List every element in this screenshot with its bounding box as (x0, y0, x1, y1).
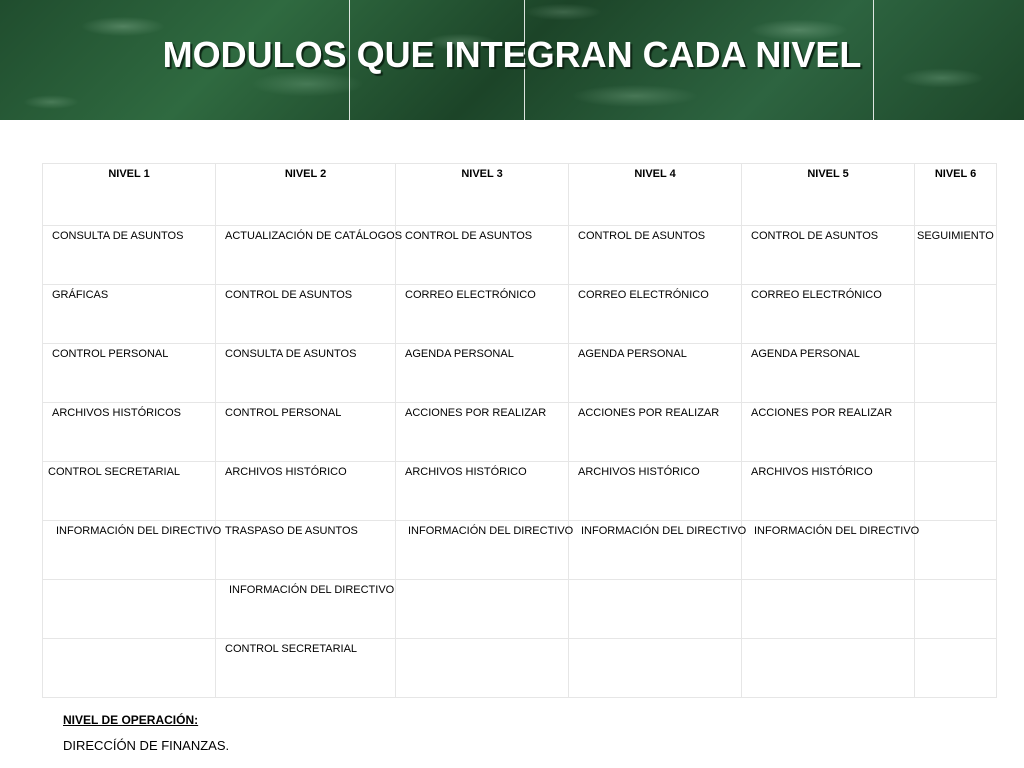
table-row (43, 226, 997, 285)
table-cell: CONTROL SECRETARIAL (216, 639, 396, 698)
table-cell (43, 639, 216, 698)
table-cell: ACCIONES POR REALIZAR (742, 403, 915, 462)
table-cell: INFORMACIÓN DEL DIRECTIVO (742, 521, 915, 580)
table-row (43, 521, 997, 580)
table-cell (569, 639, 742, 698)
header-nivel-2: NIVEL 2 (216, 164, 396, 226)
table-row (43, 580, 997, 639)
header-nivel-1: NIVEL 1 (43, 164, 216, 226)
table-cell (915, 521, 997, 580)
table-cell: ACTUALIZACIÓN DE CATÁLOGOS (216, 226, 396, 285)
table-cell (915, 285, 997, 344)
table-cell: CONTROL DE ASUNTOS (396, 226, 569, 285)
table-cell: CONTROL DE ASUNTOS (569, 226, 742, 285)
header-nivel-5: NIVEL 5 (742, 164, 915, 226)
table-cell: CONTROL DE ASUNTOS (216, 285, 396, 344)
table-cell: TRASPASO DE ASUNTOS (216, 521, 396, 580)
operation-level-value: DIRECCÍÓN DE FINANZAS. (63, 738, 230, 753)
table-cell: INFORMACIÓN DEL DIRECTIVO (216, 580, 396, 639)
levels-table (42, 163, 997, 698)
table-cell: ARCHIVOS HISTÓRICO (569, 462, 742, 521)
table-cell: CONSULTA DE ASUNTOS (216, 344, 396, 403)
table-row (43, 639, 997, 698)
table-cell: INFORMACIÓN DEL DIRECTIVO (396, 521, 569, 580)
table-cell (396, 639, 569, 698)
table-cell (915, 344, 997, 403)
table-cell: CONTROL PERSONAL (216, 403, 396, 462)
table-cell: ACCIONES POR REALIZAR (396, 403, 569, 462)
table-cell: CONTROL DE ASUNTOS (742, 226, 915, 285)
table-row (43, 344, 997, 403)
table-cell: ACCIONES POR REALIZAR (569, 403, 742, 462)
table-cell (915, 580, 997, 639)
table-cell: CORREO ELECTRÓNICO (569, 285, 742, 344)
page-title: MODULOS QUE INTEGRAN CADA NIVEL (162, 34, 862, 75)
table-row (43, 403, 997, 462)
table-row (43, 462, 997, 521)
table-cell: AGENDA PERSONAL (742, 344, 915, 403)
table-cell: ARCHIVOS HISTÓRICOS (43, 403, 216, 462)
table-cell: AGENDA PERSONAL (396, 344, 569, 403)
header-row (43, 164, 997, 226)
table-cell: GRÁFICAS (43, 285, 216, 344)
table-cell: ARCHIVOS HISTÓRICO (742, 462, 915, 521)
header-nivel-3: NIVEL 3 (396, 164, 569, 226)
table-cell: CORREO ELECTRÓNICO (396, 285, 569, 344)
operation-level-label: NIVEL DE OPERACIÓN: (63, 713, 199, 727)
table-row (43, 285, 997, 344)
table-cell (915, 462, 997, 521)
table-cell: CONTROL SECRETARIAL (43, 462, 216, 521)
table-cell (43, 580, 216, 639)
header-nivel-4: NIVEL 4 (569, 164, 742, 226)
table-cell (569, 580, 742, 639)
table-cell (742, 639, 915, 698)
table-cell: ARCHIVOS HISTÓRICO (396, 462, 569, 521)
table-cell: CORREO ELECTRÓNICO (742, 285, 915, 344)
title-banner (0, 0, 1024, 120)
table-cell (915, 639, 997, 698)
table-cell: CONTROL PERSONAL (43, 344, 216, 403)
header-nivel-6: NIVEL 6 (915, 164, 997, 226)
table-cell (396, 580, 569, 639)
table-cell: ARCHIVOS HISTÓRICO (216, 462, 396, 521)
table-cell (915, 403, 997, 462)
table-cell: AGENDA PERSONAL (569, 344, 742, 403)
table-cell: INFORMACIÓN DEL DIRECTIVO (569, 521, 742, 580)
table-cell: CONSULTA DE ASUNTOS (43, 226, 216, 285)
table-cell: INFORMACIÓN DEL DIRECTIVO (43, 521, 216, 580)
table-cell (742, 580, 915, 639)
table-cell: SEGUIMIENTO (915, 226, 997, 285)
